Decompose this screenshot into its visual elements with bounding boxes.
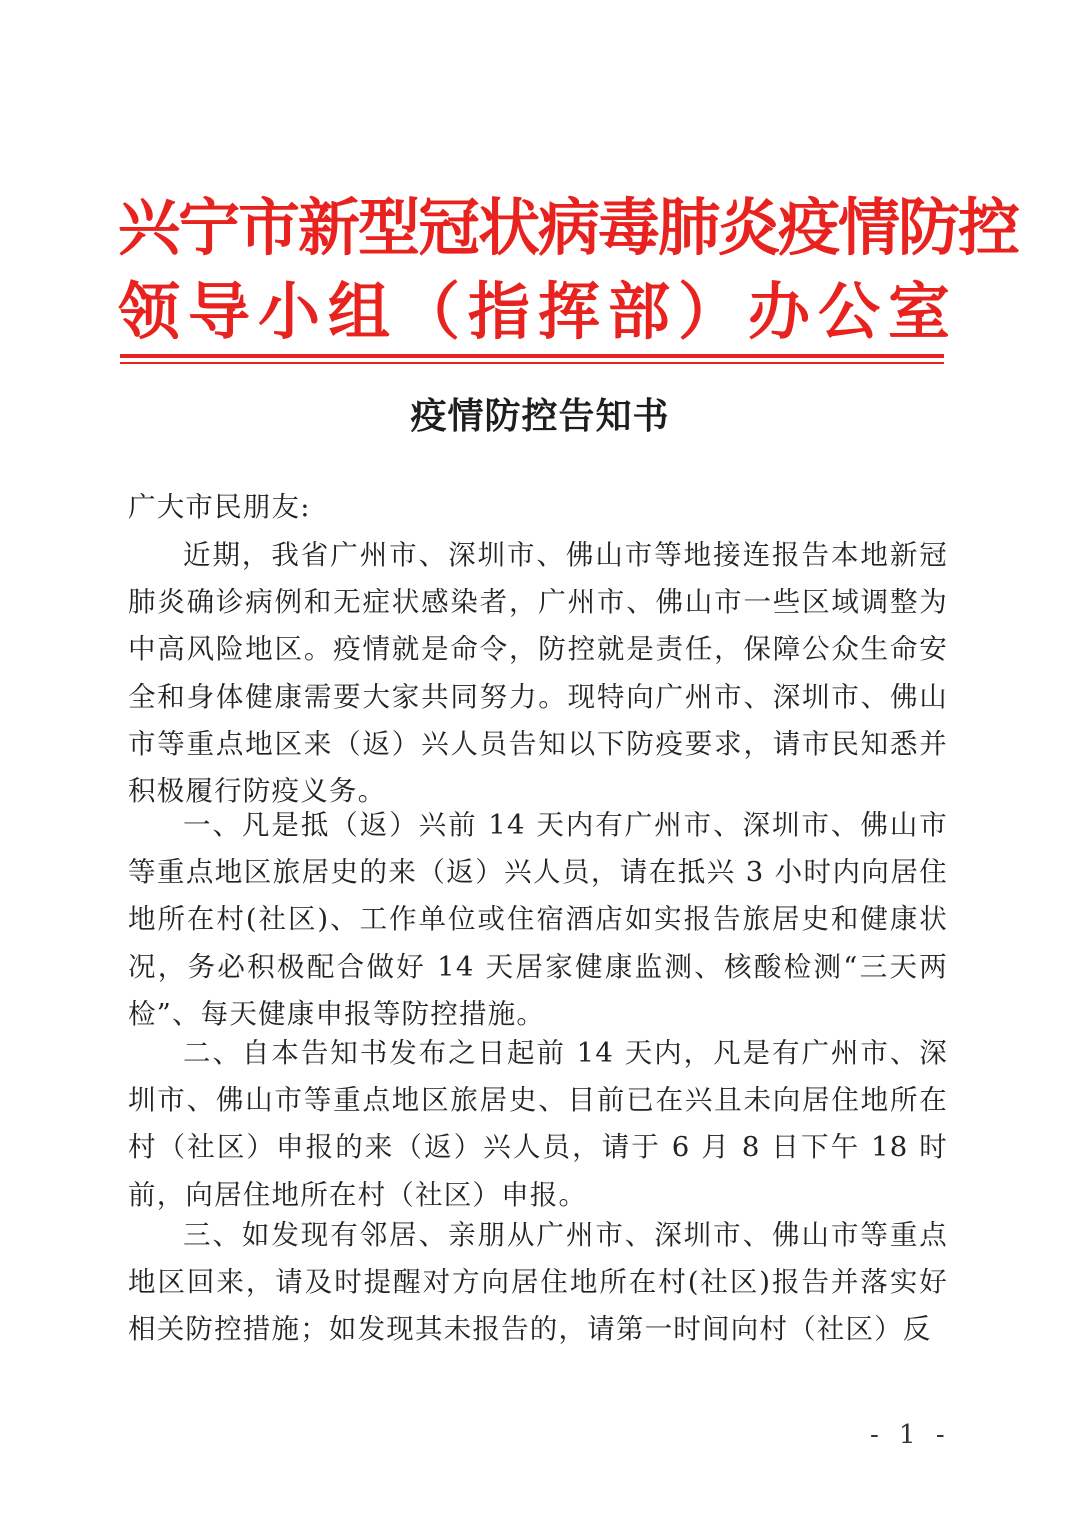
paragraph-item-2: 二、自本告知书发布之日起前 14 天内，凡是有广州市、深圳市、佛山市等重点地区旅居史、目前已在兴且未向居住地所在村（社区）申报的来（返）兴人员，请于 6 月 8 日下午 18 时前，向居住地所在村（社区）申报。 (128, 1037, 948, 1211)
org-name-line2: 领导小组（指挥部）办公室 (118, 275, 959, 348)
header-divider-thin (120, 362, 944, 364)
page-number: - 1 - (870, 1420, 951, 1450)
document-title: 疫情防控告知书 (410, 395, 670, 437)
org-name-line1: 兴宁市新型冠状病毒肺炎疫情防控 (118, 191, 1019, 264)
header-divider-thick (120, 354, 944, 358)
salutation: 广大市民朋友: (128, 491, 311, 523)
paragraph-item-3: 三、如发现有邻居、亲朋从广州市、深圳市、佛山市等重点地区回来，请及时提醒对方向居住地所在村(社区)报告并落实好相关防控措施；如发现其未报告的，请第一时间向村（社区）反 (128, 1219, 948, 1346)
paragraph-intro: 近期，我省广州市、深圳市、佛山市等地接连报告本地新冠肺炎确诊病例和无症状感染者，广州市、佛山市一些区域调整为中高风险地区。疫情就是命令，防控就是责任，保障公众生命安全和身体健康需要大家共同努力。现特向广州市、深圳市、佛山市等重点地区来（返）兴人员告知以下防疫要求，请市民知悉并积极履行防疫义务。 (128, 539, 948, 808)
paragraph-item-1: 一、凡是抵（返）兴前 14 天内有广州市、深圳市、佛山市等重点地区旅居史的来（返）兴人员，请在抵兴 3 小时内向居住地所在村(社区)、工作单位或住宿酒店如实报告旅居史和健康状况，务必积极配合做好 14 天居家健康监测、核酸检测“三天两检”、每天健康申报等防控措施。 (128, 809, 948, 1030)
